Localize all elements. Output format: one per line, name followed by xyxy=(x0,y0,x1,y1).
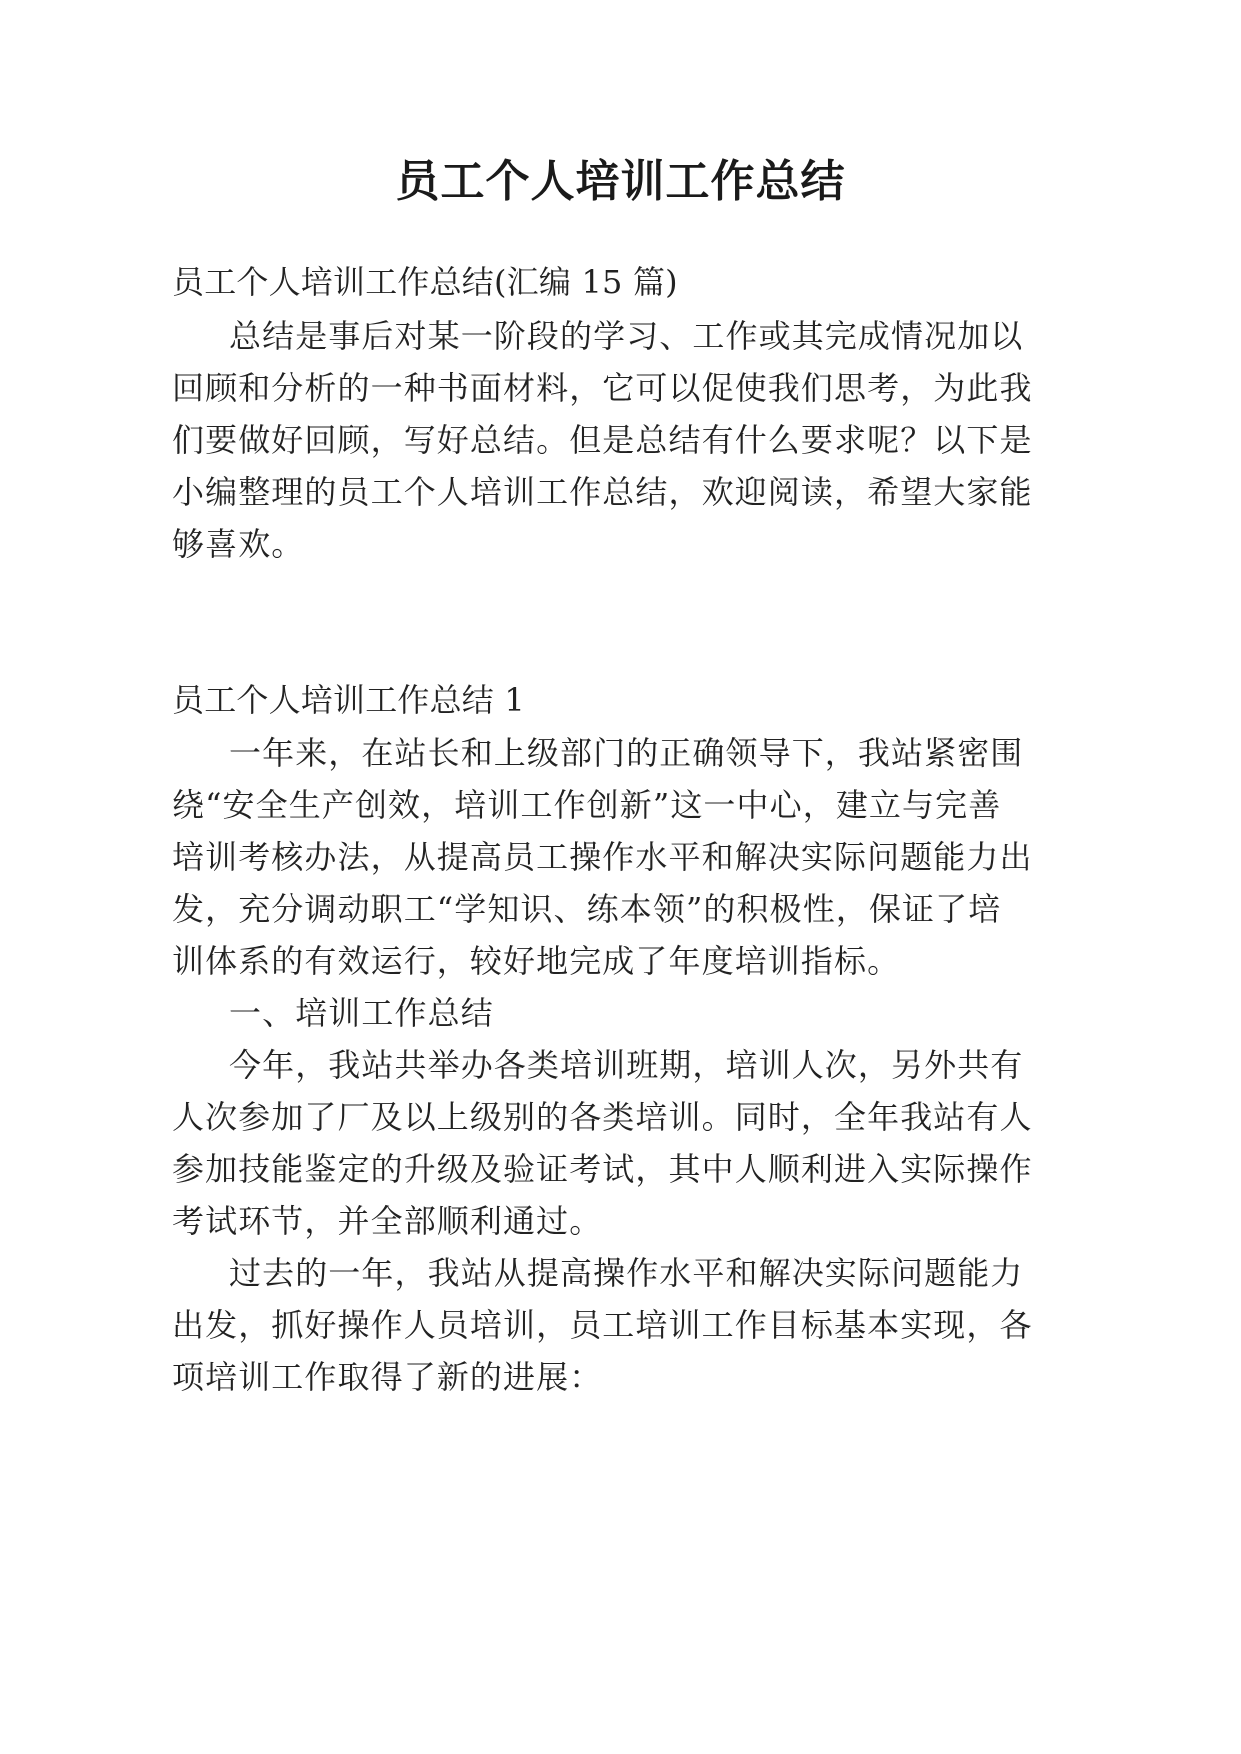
intro-line: 小编整理的员工个人培训工作总结，欢迎阅读，希望大家能 xyxy=(172,473,1033,511)
paragraph-line: 项培训工作取得了新的进展： xyxy=(172,1358,603,1396)
paragraph-line: 培训考核办法，从提高员工操作水平和解决实际问题能力出 xyxy=(172,838,1033,876)
intro-line: 够喜欢。 xyxy=(172,525,305,563)
paragraph-line: 训体系的有效运行，较好地完成了年度培训指标。 xyxy=(172,942,901,980)
paragraph-line: 出发，抓好操作人员培训，员工培训工作目标基本实现，各 xyxy=(172,1306,1033,1344)
paragraph-line: 今年，我站共举办各类培训班期，培训人次，另外共有 xyxy=(229,1046,1024,1084)
paragraph-line: 发，充分调动职工“学知识、练本领”的积极性，保证了培 xyxy=(172,890,1002,928)
section-heading: 员工个人培训工作总结 1 xyxy=(172,681,525,719)
paragraph-line: 绕“安全生产创效，培训工作创新”这一中心，建立与完善 xyxy=(172,786,1002,824)
document-subtitle: 员工个人培训工作总结(汇编 15 篇) xyxy=(172,263,678,301)
paragraph-line: 考试环节，并全部顺利通过。 xyxy=(172,1202,603,1240)
paragraph-line: 人次参加了厂及以上级别的各类培训。同时，全年我站有人 xyxy=(172,1098,1033,1136)
intro-line: 们要做好回顾，写好总结。但是总结有什么要求呢？以下是 xyxy=(172,421,1033,459)
paragraph-line: 过去的一年，我站从提高操作水平和解决实际问题能力 xyxy=(229,1254,1024,1292)
paragraph-line: 参加技能鉴定的升级及验证考试，其中人顺利进入实际操作 xyxy=(172,1150,1033,1188)
intro-line: 总结是事后对某一阶段的学习、工作或其完成情况加以 xyxy=(229,317,1024,355)
intro-line: 回顾和分析的一种书面材料，它可以促使我们思考，为此我 xyxy=(172,369,1033,407)
document-title: 员工个人培训工作总结 xyxy=(395,156,846,207)
paragraph-line: 一年来，在站长和上级部门的正确领导下，我站紧密围 xyxy=(229,734,1024,772)
subheading: 一、培训工作总结 xyxy=(229,994,494,1032)
